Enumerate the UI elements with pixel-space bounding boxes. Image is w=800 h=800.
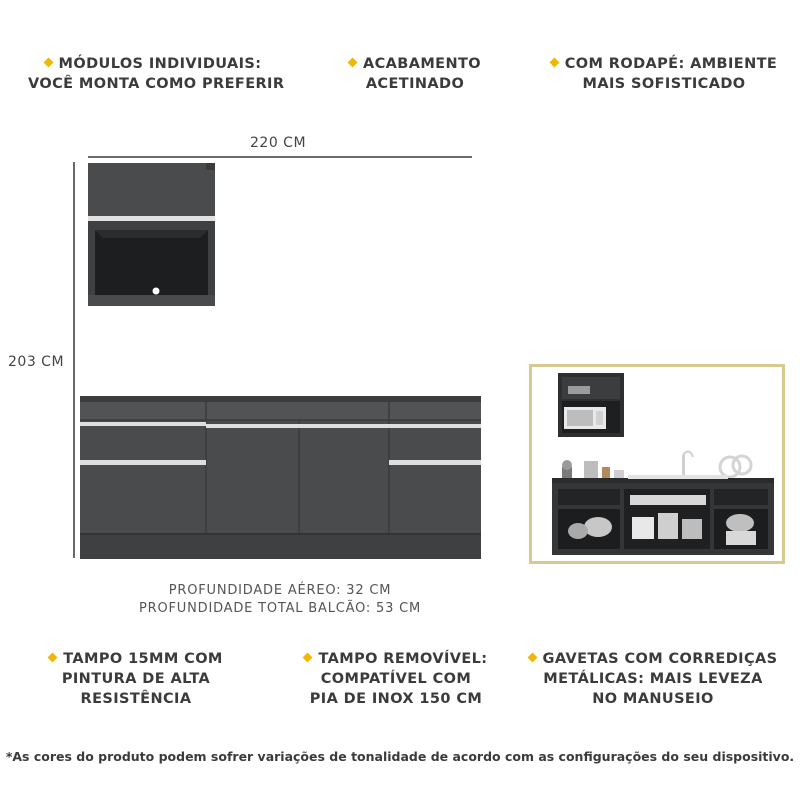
diamond-bullet-icon <box>48 653 58 663</box>
feature-line: MAIS SOFISTICADO <box>582 76 746 92</box>
feature-line: ACABAMENTO <box>362 56 482 72</box>
feature-gavetas <box>528 649 778 709</box>
feature-tampo-15mm <box>36 649 236 709</box>
feature-line: TAMPO 15MM COM <box>63 651 223 667</box>
feature-line: RESISTÊNCIA <box>80 691 192 707</box>
feature-tampo-removivel <box>298 649 494 709</box>
height-label: 203 CM <box>8 354 65 370</box>
feature-line: PINTURA DE ALTA <box>61 671 211 687</box>
kitchen-photo-inset <box>529 364 785 564</box>
feature-line: NO MANUSEIO <box>592 691 714 707</box>
kitchen-photo-image <box>532 367 782 561</box>
color-disclaimer-footnote: *As cores do produto podem sofrer variações de tonalidade de acordo com as configurações do seu dispositivo. <box>5 749 795 764</box>
feature-line: TAMPO REMOVÍVEL: <box>318 651 488 667</box>
base-cabinet <box>80 396 481 559</box>
feature-line: VOCÊ MONTA COMO PREFERIR <box>28 76 285 92</box>
feature-line: GAVETAS COM CORREDIÇAS <box>542 651 778 667</box>
feature-line: METÁLICAS: MAIS LEVEZA <box>543 671 763 687</box>
depth-balcao-label: PROFUNDIDADE TOTAL BALCÃO: 53 CM <box>139 601 421 616</box>
width-label: 220 CM <box>250 135 307 151</box>
depth-aereo-label: PROFUNDIDADE AÉREO: 32 CM <box>168 583 392 598</box>
feature-line: MÓDULOS INDIVIDUAIS: <box>58 56 262 72</box>
feature-line: COMPATÍVEL COM <box>320 671 472 687</box>
feature-line: PIA DE INOX 150 CM <box>309 691 483 707</box>
diamond-bullet-icon <box>527 653 537 663</box>
feature-line: COM RODAPÉ: AMBIENTE <box>564 56 778 72</box>
feature-line: ACETINADO <box>365 76 465 92</box>
wall-cabinet <box>88 163 215 306</box>
diamond-bullet-icon <box>303 653 313 663</box>
